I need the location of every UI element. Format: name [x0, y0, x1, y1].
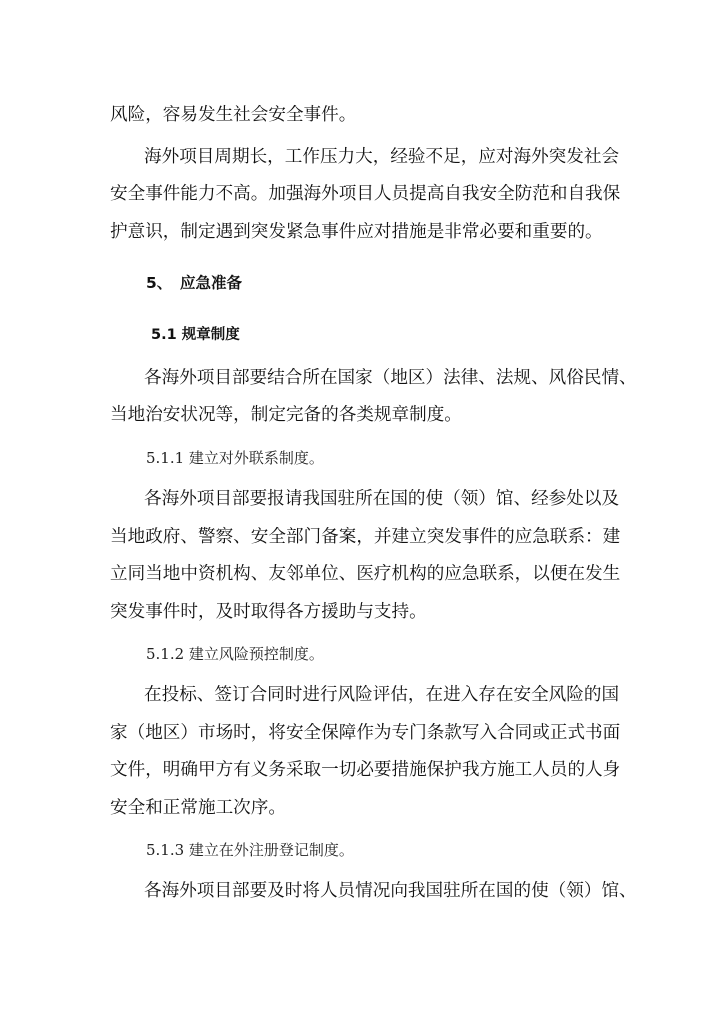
section-5-1-2-paragraph-line: 安全和正常施工次序。 — [110, 798, 286, 818]
section-5-1-1-paragraph-line: 突发事件时，及时取得各方援助与支持。 — [110, 602, 427, 622]
section-5-1-1-paragraph-line: 各海外项目部要报请我国驻所在国的使（领）馆、经参处以及 — [144, 489, 620, 509]
section-5-1-1-paragraph-line: 当地政府、警察、安全部门备案，并建立突发事件的应急联系：建 — [110, 527, 621, 547]
section-5-1-3-paragraph-line: 各海外项目部要及时将人员情况向我国驻所在国的使（领）馆、 — [144, 881, 637, 901]
intro-tail-line: 风险，容易发生社会安全事件。 — [110, 105, 357, 125]
section-5-title: 应急准备 — [180, 274, 243, 292]
section-5-1-2-paragraph-line: 家（地区）市场时，将安全保障作为专门条款写入合同或正式书面 — [110, 723, 621, 743]
section-5-1-paragraph-line: 各海外项目部要结合所在国家（地区）法律、法规、风俗民情、 — [144, 368, 637, 388]
section-5-1-2-paragraph-line: 在投标、签订合同时进行风险评估，在进入存在安全风险的国 — [144, 685, 620, 705]
section-5-1-3-heading: 5.1.3 建立在外注册登记制度。 — [146, 841, 354, 859]
section-5-1-heading: 5.1 规章制度 — [151, 327, 240, 343]
section-5-1-1-heading: 5.1.1 建立对外联系制度。 — [146, 449, 324, 467]
intro-paragraph-line: 海外项目周期长，工作压力大，经验不足，应对海外突发社会 — [144, 147, 620, 167]
section-5-1-2-heading: 5.1.2 建立风险预控制度。 — [146, 645, 324, 663]
section-5-heading — [146, 272, 242, 294]
section-5-1-1-paragraph-line: 立同当地中资机构、友邻单位、医疗机构的应急联系，以便在发生 — [110, 564, 621, 584]
section-5-1-paragraph-line: 当地治安状况等，制定完备的各类规章制度。 — [110, 405, 462, 425]
intro-paragraph-line: 护意识，制定遇到突发紧急事件应对措施是非常必要和重要的。 — [110, 222, 603, 242]
section-5-number: 5、 — [146, 274, 173, 292]
section-5-1-2-paragraph-line: 文件，明确甲方有义务采取一切必要措施保护我方施工人员的人身 — [110, 760, 621, 780]
intro-paragraph-line: 安全事件能力不高。加强海外项目人员提高自我安全防范和自我保 — [110, 184, 621, 204]
